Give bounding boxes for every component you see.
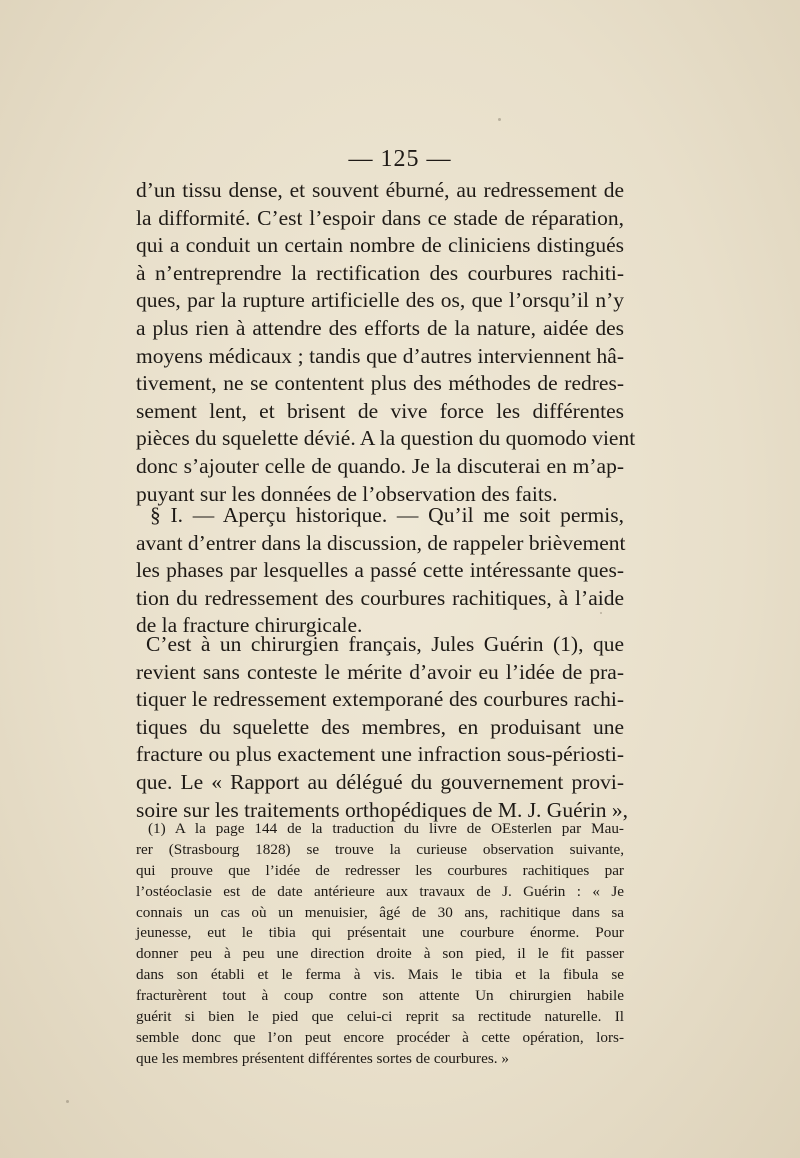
text-line: moyens médicaux ; tandis que d’autres interviennent hâ- xyxy=(136,343,624,368)
footnote-line: (1) A la page 144 de la traduction du livre de OEsterlen par Mau- xyxy=(148,820,624,837)
footnote-line: dans son établi et le ferma à vis. Mais le tibia et la fibula se xyxy=(136,966,624,984)
footnote-line: donner peu à peu une direction droite à son pied, il le fit passer xyxy=(136,945,624,963)
section-historique xyxy=(136,502,624,640)
footnote-line: connais un cas où un menuisier, âgé de 30 ans, rachitique dans sa xyxy=(136,903,624,921)
text-line: tivement, ne se contentent plus des méthodes de redres- xyxy=(136,371,624,396)
text-line: revient sans conteste le mérite d’avoir eu l’idée de pra- xyxy=(136,659,624,684)
paper-speck xyxy=(600,612,602,614)
paper-speck xyxy=(66,1100,69,1103)
text-line: a plus rien à attendre des efforts de la nature, aidée des xyxy=(136,315,624,340)
text-line: d’un tissu dense, et souvent éburné, au redressement de xyxy=(136,178,624,202)
text-line: à n’entreprendre la rectification des courbures rachiti- xyxy=(136,260,624,285)
paper-speck xyxy=(498,118,501,121)
section-heading-line: § I. — Aperçu historique. — Qu’il me soit permis, xyxy=(150,503,624,527)
text-line: C’est à un chirurgien français, Jules Guérin (1), que xyxy=(146,632,624,656)
footnote-line: semble donc que l’on peut encore procéder à cette opération, lors- xyxy=(136,1028,624,1046)
text-line: puyant sur les données de l’observation des faits. xyxy=(136,481,558,506)
text-line: les phases par lesquelles a passé cette intéressante ques- xyxy=(136,558,624,583)
footnote-line: rer (Strasbourg 1828) se trouve la curieuse observation suivante, xyxy=(136,840,624,858)
text-line: que. Le « Rapport au délégué du gouvernement provi- xyxy=(136,769,624,794)
footnote-line: jeunesse, eut le tibia qui présentait une courbure énorme. Pour xyxy=(136,924,624,942)
paragraph-continuation xyxy=(136,177,636,508)
text-line: qui a conduit un certain nombre de cliniciens distingués xyxy=(136,233,624,258)
text-line: ques, par la rupture artificielle des os, que l’orsqu’il n’y xyxy=(136,288,624,313)
footnote-line: que les membres présentent différentes sortes de courbures. » xyxy=(136,1049,509,1067)
footnote-line: qui prouve que l’idée de redresser les courbures rachitiques par xyxy=(136,861,624,879)
text-line: fracture ou plus exactement une infraction sous-périosti- xyxy=(136,742,624,767)
paragraph-guerin xyxy=(136,631,629,824)
text-line: avant d’entrer dans la discussion, de rappeler brièvement xyxy=(136,530,626,555)
footnote-line: guérit si bien le pied que celui-ci reprit sa rectitude naturelle. Il xyxy=(136,1008,624,1026)
text-line: la difformité. C’est l’espoir dans ce stade de réparation, xyxy=(136,205,624,230)
text-line: pièces du squelette dévié. A la question du quomodo vient xyxy=(136,426,636,451)
text-line: sement lent, et brisent de vive force les différentes xyxy=(136,398,624,423)
text-line: donc s’ajouter celle de quando. Je la discuterai en m’ap- xyxy=(136,453,624,478)
footnote-line: l’ostéoclasie est de date antérieure aux travaux de J. Guérin : « Je xyxy=(136,882,624,900)
page-number: — 125 — xyxy=(348,146,452,172)
text-line: soire sur les traitements orthopédiques de M. J. Guérin », xyxy=(136,797,629,822)
text-line: tion du redressement des courbures rachitiques, à l’aide xyxy=(136,585,624,610)
footnote xyxy=(136,819,624,1070)
text-line: tiques du squelette des membres, en produisant une xyxy=(136,714,624,739)
text-line: tiquer le redressement extemporané des courbures rachi- xyxy=(136,687,624,712)
text-line: de la fracture chirurgicale. xyxy=(136,613,363,638)
footnote-line: fracturèrent tout à coup contre son attente Un chirurgien habile xyxy=(136,987,624,1005)
